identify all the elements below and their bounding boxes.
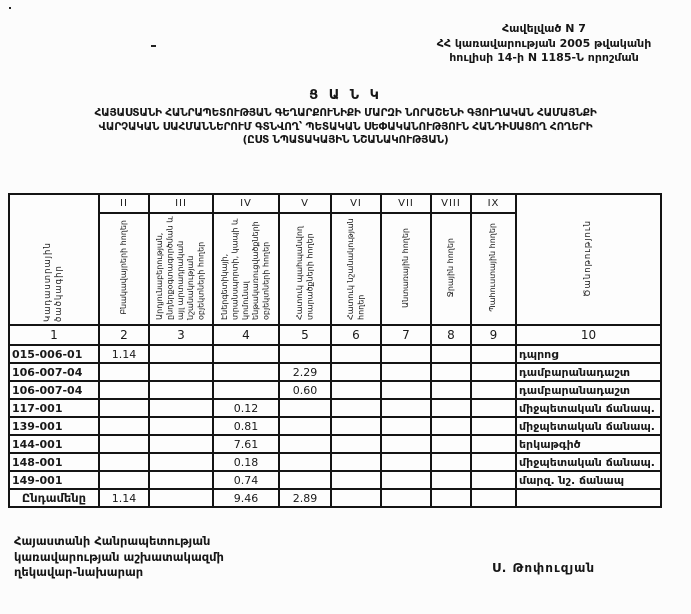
roman-numeral-row bbox=[9, 194, 661, 213]
column-header-label: Արդյունաբերության, ընդերքօգտագործման և այլ արտադրական նշանակության օբյեկտների հողեր bbox=[155, 215, 206, 320]
roman-numeral: III bbox=[149, 194, 213, 213]
cell-note: միջպետական ճանապ. bbox=[516, 417, 661, 435]
column-header bbox=[213, 213, 279, 325]
cell-value bbox=[149, 345, 213, 363]
column-header-label: Ջրային հողեր bbox=[445, 237, 455, 298]
cell-value bbox=[471, 417, 516, 435]
cell-value: 1.14 bbox=[99, 489, 149, 507]
column-header-label: Էներգետիկայի, տրանսպորտի, կապի և կոմունալ ենթակառուցվածքների օբյեկտների հողեր bbox=[220, 218, 271, 320]
title-block bbox=[0, 88, 691, 148]
column-number: 7 bbox=[381, 325, 431, 345]
table-row bbox=[9, 381, 661, 399]
signatory-line-1: Հայաստանի Հանրապետության bbox=[14, 534, 211, 548]
cell-note: միջպետական ճանապ. bbox=[516, 399, 661, 417]
cell-value bbox=[149, 417, 213, 435]
appendix-line-2: ՀՀ կառավարության 2005 թվականի bbox=[436, 36, 652, 50]
cell-value bbox=[331, 345, 381, 363]
cell-value bbox=[279, 471, 331, 489]
table-row bbox=[9, 417, 661, 435]
roman-numeral: VIII bbox=[431, 194, 471, 213]
roman-numeral: VI bbox=[331, 194, 381, 213]
column-number-row bbox=[9, 325, 661, 345]
cell-note: մարզ. նշ. ճանապ bbox=[516, 471, 661, 489]
cell-value: 2.89 bbox=[279, 489, 331, 507]
cell-note: դամբարանադաշտ bbox=[516, 381, 661, 399]
cell-value bbox=[381, 417, 431, 435]
appendix-block bbox=[396, 22, 691, 66]
cell-code: 144-001 bbox=[9, 435, 99, 453]
column-number: 6 bbox=[331, 325, 381, 345]
column-header-label: Բնակավայրերի հողեր bbox=[118, 220, 128, 315]
signatory-block bbox=[14, 534, 224, 581]
table-row bbox=[9, 435, 661, 453]
cell-code: Ընդամենը bbox=[9, 489, 99, 507]
column-header bbox=[99, 213, 149, 325]
cell-value: 0.12 bbox=[213, 399, 279, 417]
roman-numeral: VII bbox=[381, 194, 431, 213]
cell-value bbox=[381, 345, 431, 363]
cell-value bbox=[381, 363, 431, 381]
column-header bbox=[279, 213, 331, 325]
cell-value bbox=[213, 381, 279, 399]
cell-code: 106-007-04 bbox=[9, 363, 99, 381]
cell-value bbox=[471, 381, 516, 399]
cell-value bbox=[431, 471, 471, 489]
column-header bbox=[149, 213, 213, 325]
document-title: Ց Ա Ն Կ bbox=[309, 88, 382, 103]
cadastral-code-header-label: Կադաստրային ծածկագիր bbox=[42, 242, 64, 322]
cell-value bbox=[431, 345, 471, 363]
column-number: 9 bbox=[471, 325, 516, 345]
cell-value bbox=[471, 471, 516, 489]
column-number: 8 bbox=[431, 325, 471, 345]
cell-value bbox=[99, 453, 149, 471]
cell-value: 0.18 bbox=[213, 453, 279, 471]
cell-value: 7.61 bbox=[213, 435, 279, 453]
cell-code: 148-001 bbox=[9, 453, 99, 471]
cell-value bbox=[471, 399, 516, 417]
column-number: 3 bbox=[149, 325, 213, 345]
cell-value bbox=[99, 471, 149, 489]
cell-value bbox=[279, 453, 331, 471]
cell-code: 117-001 bbox=[9, 399, 99, 417]
cell-value bbox=[381, 381, 431, 399]
signatory-line-3: ղեկավար-նախարար bbox=[14, 565, 144, 580]
cell-value bbox=[149, 471, 213, 489]
column-header bbox=[471, 213, 516, 325]
cell-value bbox=[99, 363, 149, 381]
cell-value bbox=[381, 453, 431, 471]
cell-value bbox=[381, 489, 431, 507]
cell-value bbox=[431, 489, 471, 507]
cell-value bbox=[381, 435, 431, 453]
cell-code: 106-007-04 bbox=[9, 381, 99, 399]
cell-value bbox=[431, 417, 471, 435]
cell-value: 0.81 bbox=[213, 417, 279, 435]
cell-value bbox=[381, 399, 431, 417]
cell-value bbox=[99, 417, 149, 435]
column-header bbox=[431, 213, 471, 325]
cell-value bbox=[331, 471, 381, 489]
appendix-line-1: Հավելված N 7 bbox=[502, 22, 586, 35]
signature-name: Ս. Թոփուզյան bbox=[492, 561, 596, 575]
cell-value bbox=[331, 435, 381, 453]
cell-value: 0.60 bbox=[279, 381, 331, 399]
note-header bbox=[516, 194, 661, 325]
column-number: 2 bbox=[99, 325, 149, 345]
cell-value bbox=[471, 453, 516, 471]
roman-numeral: IV bbox=[213, 194, 279, 213]
title-line-2: ՎԱՐՉԱԿԱՆ ՍԱՀՄԱՆՆԵՐՈՒՄ ԳՏՆՎՈՂ՝ ՊԵՏԱԿԱՆ ՍԵՓԱԿԱՆՈՒԹՅՈՒՆ ՀԱՆԴԻՍԱՑՈՂ ՀՈՂԵՐԻ bbox=[98, 120, 593, 133]
roman-numeral: V bbox=[279, 194, 331, 213]
land-categories-table bbox=[8, 193, 662, 508]
cell-value bbox=[331, 381, 381, 399]
cell-note: երկաթգիծ bbox=[516, 435, 661, 453]
cell-value bbox=[279, 345, 331, 363]
cell-value bbox=[431, 381, 471, 399]
cell-value bbox=[381, 471, 431, 489]
appendix-line-3: հուլիսի 14-ի N 1185-Ն որոշման bbox=[449, 51, 639, 65]
cell-code: 149-001 bbox=[9, 471, 99, 489]
cell-value bbox=[149, 363, 213, 381]
cell-value bbox=[431, 453, 471, 471]
column-header-label: Հատուկ պահպանվող տարածքների հողեր bbox=[294, 225, 314, 320]
cell-value bbox=[331, 363, 381, 381]
cell-value bbox=[431, 435, 471, 453]
cell-value bbox=[99, 381, 149, 399]
cell-value: 0.74 bbox=[213, 471, 279, 489]
cell-value bbox=[279, 399, 331, 417]
cell-value bbox=[149, 435, 213, 453]
cell-value: 1.14 bbox=[99, 345, 149, 363]
column-number: 10 bbox=[516, 325, 661, 345]
cell-value bbox=[471, 345, 516, 363]
cell-note: միջպետական ճանապ. bbox=[516, 453, 661, 471]
table-row bbox=[9, 345, 661, 363]
cadastral-code-header bbox=[9, 194, 99, 325]
column-header bbox=[331, 213, 381, 325]
table-row bbox=[9, 453, 661, 471]
column-header bbox=[381, 213, 431, 325]
table-row bbox=[9, 471, 661, 489]
cell-value bbox=[431, 399, 471, 417]
cell-value: 9.46 bbox=[213, 489, 279, 507]
column-number: 1 bbox=[9, 325, 99, 345]
cell-value bbox=[149, 489, 213, 507]
cell-value bbox=[149, 453, 213, 471]
cell-value bbox=[471, 435, 516, 453]
cell-value bbox=[213, 345, 279, 363]
title-line-1: ՀԱՅԱՍՏԱՆԻ ՀԱՆՐԱՊԵՏՈՒԹՅԱՆ ԳԵՂԱՐՔՈՒՆԻՔԻ ՄԱՐԶԻ ՆՈՐԱՇԵՆԻ ԳՅՈՒՂԱԿԱՆ ՀԱՄԱՅՆՔԻ bbox=[94, 107, 597, 119]
scan-speck bbox=[9, 7, 11, 9]
note-header-label: Ծանոթություն bbox=[582, 219, 593, 297]
table-row bbox=[9, 399, 661, 417]
cell-note bbox=[516, 489, 661, 507]
column-number: 5 bbox=[279, 325, 331, 345]
cell-value bbox=[279, 417, 331, 435]
roman-numeral: IX bbox=[471, 194, 516, 213]
cell-value bbox=[99, 435, 149, 453]
column-header-label: Պահուստային հողեր bbox=[488, 223, 498, 312]
title-line-3: (ԸՍՏ ՆՊԱՏԱԿԱՅԻՆ ՆՇԱՆԱԿՈՒԹՅԱՆ) bbox=[242, 134, 449, 147]
cell-value bbox=[149, 399, 213, 417]
cell-value bbox=[431, 363, 471, 381]
cell-value bbox=[279, 435, 331, 453]
table-row bbox=[9, 363, 661, 381]
cell-value bbox=[149, 381, 213, 399]
cell-value bbox=[213, 363, 279, 381]
cell-value: 2.29 bbox=[279, 363, 331, 381]
cell-code: 139-001 bbox=[9, 417, 99, 435]
cell-note: դամբարանադաշտ bbox=[516, 363, 661, 381]
cell-value bbox=[331, 489, 381, 507]
signatory-line-2: կառավարության աշխատակազմի bbox=[14, 549, 224, 564]
cell-value bbox=[331, 417, 381, 435]
cell-value bbox=[331, 399, 381, 417]
column-number: 4 bbox=[213, 325, 279, 345]
scan-speck bbox=[151, 45, 156, 47]
cell-value bbox=[471, 363, 516, 381]
cell-value bbox=[331, 453, 381, 471]
column-header-label: Հատուկ նշանակության հողեր bbox=[345, 217, 365, 320]
column-header-label: Անտառային հողեր bbox=[400, 227, 410, 308]
cell-code: 015-006-01 bbox=[9, 345, 99, 363]
total-row bbox=[9, 489, 661, 507]
cell-value bbox=[99, 399, 149, 417]
roman-numeral: II bbox=[99, 194, 149, 213]
cell-value bbox=[471, 489, 516, 507]
cell-note: դպրոց bbox=[516, 345, 661, 363]
